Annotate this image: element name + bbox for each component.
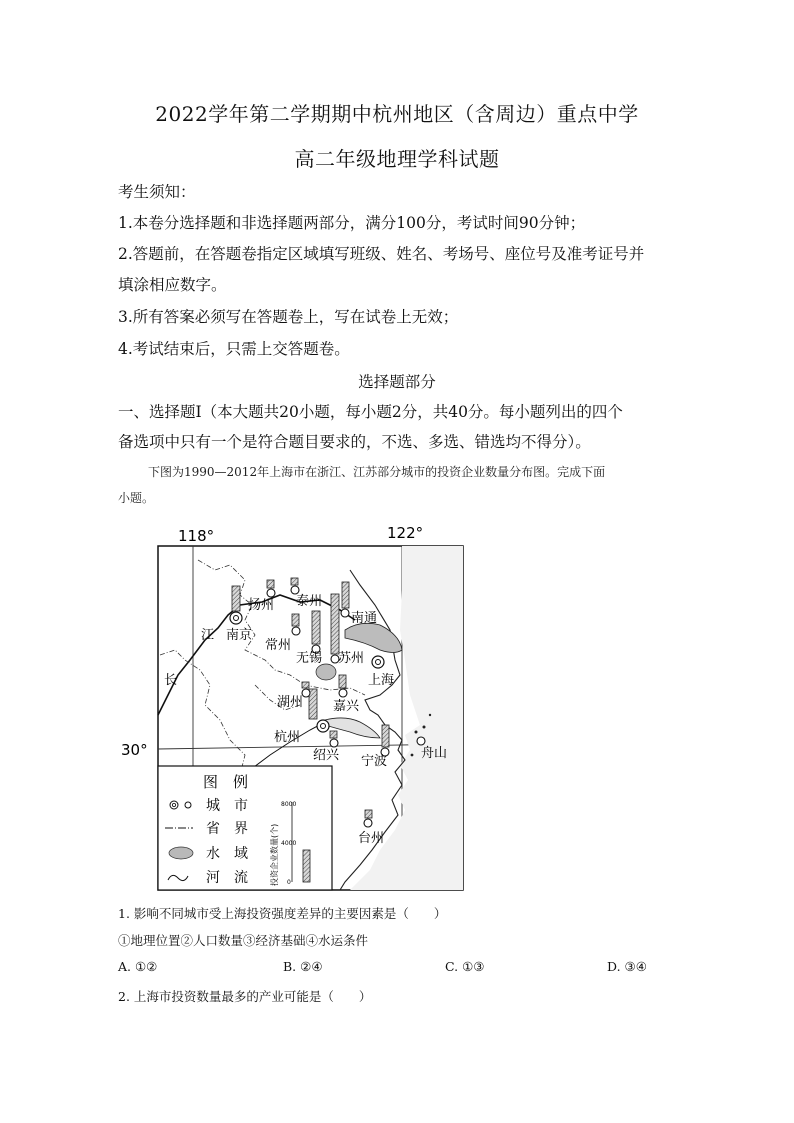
bar-suzhou (331, 594, 339, 654)
intro-line1: 下图为1990—2012年上海市在浙江、江苏部分城市的投资企业数量分布图。完成下面 (148, 465, 606, 479)
river-label-jiang: 江 (201, 628, 215, 643)
city-label-shaoxing: 绍兴 (313, 748, 340, 763)
city-marker-shaoxing (330, 739, 338, 747)
city-marker-yangzhou (267, 589, 275, 597)
legend-water-symbol (169, 847, 193, 859)
legend-boundary-label: 省 界 (206, 821, 248, 837)
yangtze-river (158, 595, 355, 715)
yangtze-estuary (345, 623, 402, 652)
taihu-lake (316, 664, 336, 680)
question-2-stem: 2. 上海市投资数量最多的产业可能是（ ） (118, 989, 372, 1004)
bar-changzhou (292, 614, 299, 626)
city-marker-taizhou-zj (364, 819, 372, 827)
lon-118-label: 118° (178, 527, 215, 545)
q1-option-a: A. ①② (118, 959, 158, 974)
river-label-chang: 长 (164, 673, 178, 688)
question-1-stem: 1. 影响不同城市受上海投资强度差异的主要因素是（ ） (118, 906, 447, 921)
bar-jiaxing (339, 675, 346, 688)
bar-nanjing (232, 586, 240, 611)
bar-ningbo (382, 725, 389, 747)
legend-title: 图 例 (203, 773, 249, 791)
legend-tick-0: 0 (287, 879, 291, 886)
instruction-item-1: 1.本卷分选择题和非选择题两部分，满分100分，考试时间90分钟； (118, 214, 586, 232)
section-heading: 选择题部分 (358, 373, 436, 391)
city-label-changzhou: 常州 (265, 638, 292, 653)
bar-yangzhou (267, 580, 274, 588)
city-label-suzhou: 苏州 (338, 651, 365, 666)
city-label-nanjing: 南京 (226, 628, 253, 643)
city-label-nantong: 南通 (351, 611, 378, 626)
city-label-hangzhou: 杭州 (274, 730, 301, 745)
bar-huzhou (302, 682, 309, 688)
bar-taizhou-js (291, 578, 298, 585)
legend-tick-8000: 8000 (281, 801, 297, 808)
city-marker-jiaxing (339, 689, 347, 697)
lon-122-label: 122° (387, 524, 424, 542)
instructions-heading: 考生须知： (118, 183, 196, 201)
q1-option-c: C. ①③ (445, 959, 485, 974)
investment-map (0, 510, 794, 910)
bar-shaoxing (330, 731, 337, 738)
lat-30-label: 30° (121, 741, 148, 759)
exam-title-line2: 高二年级地理学科试题 (294, 147, 500, 171)
city-label-zhoushan: 舟山 (421, 746, 448, 761)
legend-city-label: 城 市 (206, 798, 248, 814)
legend-water-label: 水 域 (206, 846, 248, 862)
instruction-item-4: 4.考试结束后，只需上交答题卷。 (118, 340, 350, 358)
city-marker-shanghai (372, 656, 384, 668)
city-marker-nanjing (230, 612, 242, 624)
city-marker-zhoushan (417, 737, 425, 745)
city-label-shanghai: 上海 (368, 673, 395, 688)
instruction-item-2b: 填涂相应数字。 (118, 276, 227, 294)
part1-line1: 一、选择题Ⅰ（本大题共20小题，每小题2分，共40分。每小题列出的四个 (118, 403, 623, 421)
city-marker-changzhou (292, 627, 300, 635)
legend-bar-sample (303, 850, 310, 882)
intro-line2: 小题。 (118, 491, 155, 505)
city-label-huzhou: 湖州 (277, 695, 304, 710)
city-label-yangzhou: 扬州 (248, 598, 275, 613)
city-label-jiaxing: 嘉兴 (333, 699, 360, 714)
bar-taizhou-zj (365, 810, 372, 818)
instruction-item-2a: 2.答题前，在答题卷指定区域填写班级、姓名、考场号、座位号及准考证号并 (118, 245, 645, 263)
city-marker-nantong (341, 609, 349, 617)
legend-axis-label: 投资企业数量(个) (270, 823, 279, 886)
instruction-item-3: 3.所有答案必须写在答题卷上，写在试卷上无效； (118, 308, 459, 326)
city-marker-taizhou-js (291, 586, 299, 594)
city-label-taizhou-js: 泰州 (296, 594, 323, 609)
bar-nantong (342, 582, 349, 608)
q1-option-d: D. ③④ (607, 959, 647, 974)
part1-line2: 备选项中只有一个是符合题目要求的，不选、多选、错选均不得分）。 (118, 433, 591, 451)
city-label-taizhou-zj: 台州 (358, 831, 385, 846)
city-marker-huzhou (302, 689, 310, 697)
question-1-items: ①地理位置②人口数量③经济基础④水运条件 (118, 933, 369, 948)
legend-river-label: 河 流 (206, 870, 248, 886)
legend-tick-4000: 4000 (281, 840, 297, 847)
bar-wuxi (312, 611, 320, 644)
city-label-wuxi: 无锡 (296, 651, 323, 666)
city-label-ningbo: 宁波 (361, 754, 388, 769)
exam-title-line1: 2022学年第二学期期中杭州地区（含周边）重点中学 (155, 102, 639, 126)
q1-option-b: B. ②④ (283, 959, 323, 974)
city-marker-hangzhou (317, 720, 329, 732)
